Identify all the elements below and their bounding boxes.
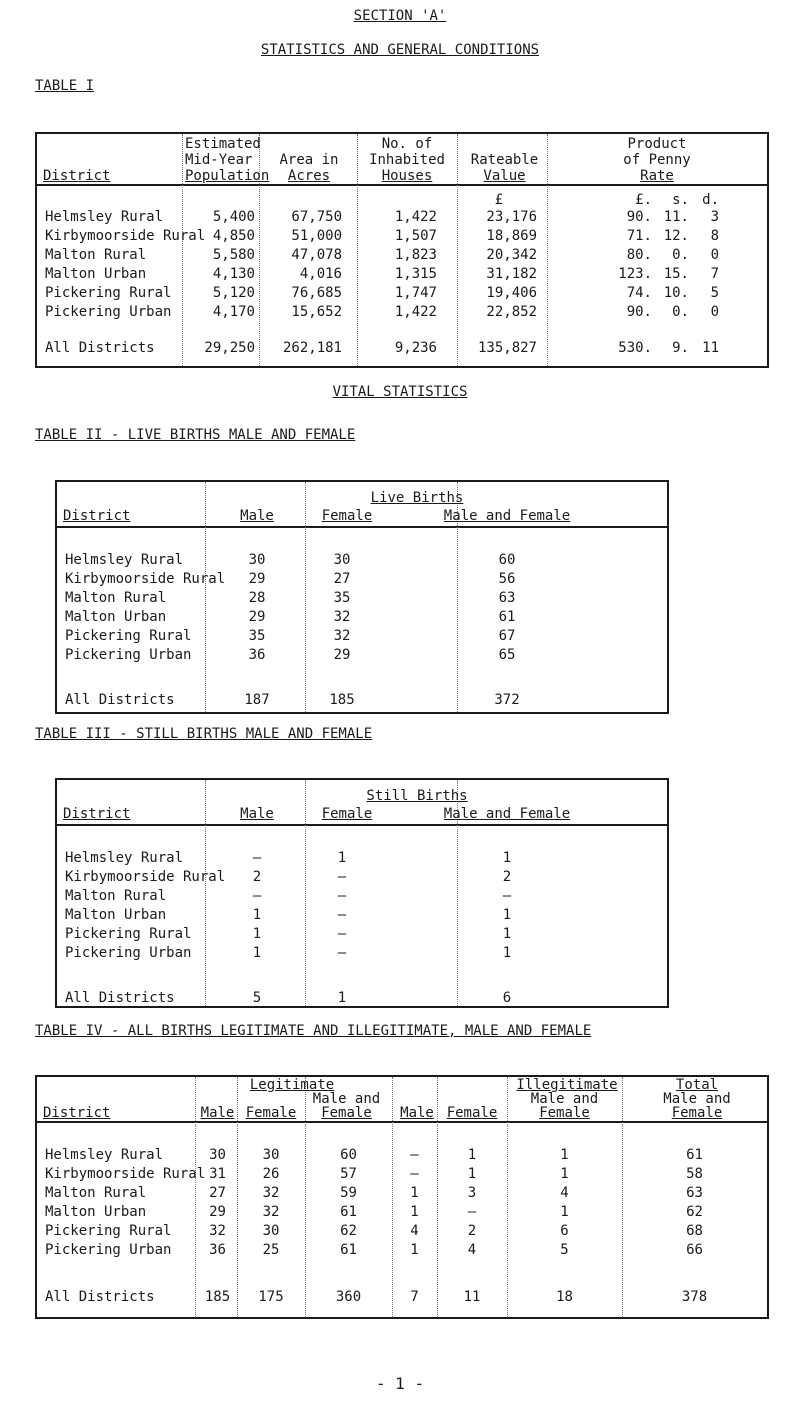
total-row-population: 29,250 xyxy=(204,340,255,356)
table-row-female: 1 xyxy=(337,850,347,866)
table-row-district: Malton Rural xyxy=(45,1185,147,1201)
col-header-population: Population xyxy=(185,168,270,184)
table-row-houses: 1,422 xyxy=(394,209,437,225)
table-row-female: 35 xyxy=(333,590,351,606)
table-row-penny-shillings: 0. xyxy=(672,304,689,320)
table-row-population: 5,120 xyxy=(212,285,255,301)
table-row-male-and-female: 61 xyxy=(498,609,516,625)
table-row-rateable: 23,176 xyxy=(486,209,537,225)
col-header-male-and-female: Male and Female xyxy=(443,806,571,822)
table-row-illegit-female: 3 xyxy=(467,1185,477,1201)
table-row-female: – xyxy=(337,926,347,942)
table-row-district: Pickering Rural xyxy=(45,285,172,301)
total-row-legit-female: 175 xyxy=(258,1289,284,1305)
total-row-male: 187 xyxy=(244,692,270,708)
table-row-population: 5,580 xyxy=(212,247,255,263)
table-row-district: Pickering Urban xyxy=(65,945,192,961)
total-row-district: All Districts xyxy=(65,692,175,708)
table-row-penny-pence: 8 xyxy=(710,228,719,244)
table-row-male: 35 xyxy=(248,628,266,644)
table-row-female: 32 xyxy=(333,628,351,644)
table-row-legit-male: 31 xyxy=(209,1166,226,1182)
table-row-penny-shillings: 10. xyxy=(663,285,689,301)
table-row-penny-pence: 7 xyxy=(710,266,719,282)
col-header-penny-rate: Product xyxy=(627,136,687,152)
total-row-district: All Districts xyxy=(65,990,175,1006)
col-header-female: Female xyxy=(321,508,373,524)
col-header-female: Female xyxy=(321,806,373,822)
table-row-male-and-female: 1 xyxy=(502,850,512,866)
table-row-district: Malton Rural xyxy=(65,590,167,606)
table-row-illegit-female: – xyxy=(467,1204,477,1220)
table-row-illegit-both: 1 xyxy=(560,1204,569,1220)
col-header-legit-both: Male and xyxy=(312,1091,381,1107)
total-row-male-and-female: 6 xyxy=(502,990,512,1006)
col-header-area: Acres xyxy=(287,168,331,184)
table-row-male-and-female: 65 xyxy=(498,647,516,663)
table-row-legit-male: 32 xyxy=(209,1223,226,1239)
col-header-male: Male xyxy=(240,508,274,524)
table-row-male: 1 xyxy=(252,926,262,942)
unit-pound: £. xyxy=(635,192,652,208)
column-divider xyxy=(205,780,206,1006)
col-header-area: Area in xyxy=(279,152,339,168)
total-row-penny-pounds: 530. xyxy=(618,340,652,356)
table-row-legit-female: 25 xyxy=(262,1242,280,1258)
table-row-male: 2 xyxy=(252,869,262,885)
table-row-penny-pounds: 71. xyxy=(626,228,652,244)
table-row-legit-female: 30 xyxy=(262,1223,280,1239)
table-row-penny-pence: 0 xyxy=(710,247,719,263)
table-row-illegit-male: 1 xyxy=(410,1185,419,1201)
table-row-penny-shillings: 11. xyxy=(663,209,689,225)
table-row-male-and-female: 67 xyxy=(498,628,516,644)
table-row-female: 27 xyxy=(333,571,351,587)
header-rule xyxy=(37,184,767,186)
total-row-rateable: 135,827 xyxy=(477,340,537,356)
table-row-legit-both: 57 xyxy=(340,1166,357,1182)
table-row-total: 58 xyxy=(686,1166,703,1182)
table-row-male: 1 xyxy=(252,945,262,961)
total-row-illegit-both: 18 xyxy=(556,1289,573,1305)
table-row-illegit-male: 1 xyxy=(410,1204,419,1220)
table-row-female: – xyxy=(337,888,347,904)
table-row-penny-pounds: 80. xyxy=(626,247,652,263)
table-row-penny-shillings: 0. xyxy=(672,247,689,263)
table-row-illegit-male: 4 xyxy=(410,1223,419,1239)
col-header-houses: Inhabited xyxy=(369,152,445,168)
table-row-illegit-both: 6 xyxy=(560,1223,569,1239)
table-row-illegit-female: 2 xyxy=(467,1223,477,1239)
table-row-illegit-female: 1 xyxy=(467,1166,477,1182)
col-header-penny-rate: Rate xyxy=(640,168,674,184)
vital-statistics-title: VITAL STATISTICS xyxy=(332,384,468,400)
table-row-district: Kirbymoorside Rural xyxy=(45,1166,206,1182)
table-row-area: 51,000 xyxy=(291,228,342,244)
table-row-legit-female: 32 xyxy=(262,1185,280,1201)
table-row-area: 47,078 xyxy=(291,247,342,263)
table-row-legit-female: 30 xyxy=(262,1147,280,1163)
col-header-total-both: Male and xyxy=(663,1091,731,1107)
table-row-illegit-male: – xyxy=(410,1147,419,1163)
table-row-penny-pence: 0 xyxy=(710,304,719,320)
table-row-male: – xyxy=(252,888,262,904)
table-row-male-and-female: 60 xyxy=(498,552,516,568)
table-row-area: 76,685 xyxy=(291,285,342,301)
total-row-total: 378 xyxy=(681,1289,708,1305)
table2-group-header: Live Births xyxy=(370,490,464,506)
col-header-illegit-male: Male xyxy=(400,1105,434,1121)
table-row-district: Malton Urban xyxy=(65,609,167,625)
table-row-total: 66 xyxy=(686,1242,703,1258)
table-row-population: 4,850 xyxy=(212,228,255,244)
col-header-illegit-female: Female xyxy=(446,1105,498,1121)
table-row-penny-pounds: 123. xyxy=(618,266,652,282)
table-row-total: 68 xyxy=(686,1223,703,1239)
table-row-district: Helmsley Rural xyxy=(45,209,164,225)
col-header-illegit-both: Male and xyxy=(530,1091,599,1107)
group-header-total: Total xyxy=(675,1077,719,1093)
group-header-illegitimate: Illegitimate xyxy=(516,1077,618,1093)
total-row-district: All Districts xyxy=(45,1289,155,1305)
total-row-female: 185 xyxy=(329,692,355,708)
table-row-male-and-female: 1 xyxy=(502,926,512,942)
table4 xyxy=(35,1075,769,1319)
table-row-district: Pickering Urban xyxy=(45,304,172,320)
table-row-district: Pickering Urban xyxy=(45,1242,172,1258)
table-row-district: Helmsley Rural xyxy=(45,1147,164,1163)
table-row-illegit-male: – xyxy=(410,1166,419,1182)
total-row-district: All Districts xyxy=(45,340,155,356)
table-row-district: Malton Urban xyxy=(45,266,147,282)
table-row-penny-pounds: 90. xyxy=(626,304,652,320)
total-row-penny-pence: 11 xyxy=(702,340,719,356)
table-row-legit-both: 60 xyxy=(340,1147,357,1163)
column-divider xyxy=(182,134,183,366)
table-row-district: Kirbymoorside Rural xyxy=(65,571,226,587)
table2-label: TABLE II - LIVE BIRTHS MALE AND FEMALE xyxy=(35,427,356,443)
table-row-male: – xyxy=(252,850,262,866)
total-row-male-and-female: 372 xyxy=(494,692,520,708)
unit-shilling: s. xyxy=(672,192,689,208)
total-row-female: 1 xyxy=(337,990,347,1006)
col-header-illegit-both: Female xyxy=(539,1105,590,1121)
table-row-penny-pence: 5 xyxy=(710,285,719,301)
table-row-female: – xyxy=(337,869,347,885)
table3-group-header: Still Births xyxy=(366,788,468,804)
table-row-rateable: 19,406 xyxy=(486,285,537,301)
table-row-population: 5,400 xyxy=(212,209,255,225)
table-row-female: 30 xyxy=(333,552,351,568)
col-header-legit-female: Female xyxy=(245,1105,297,1121)
table-row-male: 29 xyxy=(248,609,266,625)
table-row-illegit-both: 4 xyxy=(560,1185,569,1201)
col-header-district: District xyxy=(63,806,131,822)
table2 xyxy=(55,480,669,714)
table-row-houses: 1,422 xyxy=(394,304,437,320)
col-header-district: District xyxy=(63,508,131,524)
table-row-illegit-female: 1 xyxy=(467,1147,477,1163)
table-row-houses: 1,507 xyxy=(394,228,437,244)
table-row-houses: 1,823 xyxy=(394,247,437,263)
col-header-rateable: Value xyxy=(483,168,526,184)
table-row-male-and-female: 1 xyxy=(502,907,512,923)
table-row-female: – xyxy=(337,945,347,961)
table-row-district: Pickering Rural xyxy=(65,628,192,644)
table-row-male: 28 xyxy=(248,590,266,606)
col-header-population: Estimated xyxy=(185,136,261,152)
table-row-area: 15,652 xyxy=(291,304,342,320)
table1-label: TABLE I xyxy=(35,78,95,94)
total-row-area: 262,181 xyxy=(282,340,342,356)
table-row-male-and-female: 1 xyxy=(502,945,512,961)
col-header-male: Male xyxy=(240,806,274,822)
col-header-district: District xyxy=(43,1105,111,1121)
col-header-legit-both: Female xyxy=(321,1105,372,1121)
table-row-legit-male: 36 xyxy=(209,1242,226,1258)
table-row-houses: 1,315 xyxy=(394,266,437,282)
table3 xyxy=(55,778,669,1008)
table-row-male-and-female: 2 xyxy=(502,869,512,885)
table-row-female: 29 xyxy=(333,647,351,663)
table-row-female: 32 xyxy=(333,609,351,625)
table-row-district: Malton Rural xyxy=(65,888,167,904)
table-row-district: Helmsley Rural xyxy=(65,850,184,866)
table-row-legit-female: 26 xyxy=(262,1166,280,1182)
header-rule xyxy=(57,526,667,528)
section-title: SECTION 'A' xyxy=(353,8,447,24)
col-header-population: Mid-Year xyxy=(185,152,253,168)
table-row-legit-both: 62 xyxy=(340,1223,357,1239)
unit-pence: d. xyxy=(702,192,719,208)
table-row-district: Pickering Urban xyxy=(65,647,192,663)
col-header-male-and-female: Male and Female xyxy=(443,508,571,524)
total-row-legit-both: 360 xyxy=(335,1289,362,1305)
table-row-legit-male: 29 xyxy=(209,1204,226,1220)
table-row-penny-shillings: 12. xyxy=(663,228,689,244)
col-header-total-both: Female xyxy=(671,1105,723,1121)
total-row-illegit-male: 7 xyxy=(410,1289,419,1305)
table-row-rateable: 18,869 xyxy=(486,228,537,244)
total-row-legit-male: 185 xyxy=(204,1289,231,1305)
col-header-houses: Houses xyxy=(381,168,433,184)
table-row-houses: 1,747 xyxy=(394,285,437,301)
col-header-legit-male: Male xyxy=(200,1105,235,1121)
table-row-penny-pounds: 90. xyxy=(626,209,652,225)
table-row-legit-both: 59 xyxy=(340,1185,357,1201)
total-row-male: 5 xyxy=(252,990,262,1006)
table-row-rateable: 31,182 xyxy=(486,266,537,282)
table-row-illegit-both: 1 xyxy=(560,1147,569,1163)
page-subtitle: STATISTICS AND GENERAL CONDITIONS xyxy=(260,42,540,58)
table-row-population: 4,130 xyxy=(212,266,255,282)
table-row-rateable: 22,852 xyxy=(486,304,537,320)
page-number: - 1 - xyxy=(375,1374,425,1393)
table-row-district: Pickering Rural xyxy=(65,926,192,942)
table-row-illegit-female: 4 xyxy=(467,1242,477,1258)
table-row-district: Kirbymoorside Rural xyxy=(65,869,226,885)
col-header-penny-rate: of Penny xyxy=(623,152,691,168)
table-row-population: 4,170 xyxy=(212,304,255,320)
table3-label: TABLE III - STILL BIRTHS MALE AND FEMALE xyxy=(35,726,373,742)
table-row-penny-pounds: 74. xyxy=(626,285,652,301)
table1 xyxy=(35,132,769,368)
col-header-district: District xyxy=(43,168,111,184)
table-row-district: Pickering Rural xyxy=(45,1223,172,1239)
table-row-legit-female: 32 xyxy=(262,1204,280,1220)
table-row-male: 29 xyxy=(248,571,266,587)
total-row-penny-shillings: 9. xyxy=(672,340,689,356)
table-row-total: 61 xyxy=(686,1147,703,1163)
table4-label: TABLE IV - ALL BIRTHS LEGITIMATE AND ILLEGITIMATE, MALE AND FEMALE xyxy=(35,1023,592,1039)
table-row-legit-both: 61 xyxy=(340,1204,357,1220)
table-row-total: 63 xyxy=(686,1185,703,1201)
table-row-penny-pence: 3 xyxy=(710,209,719,225)
table-row-district: Malton Rural xyxy=(45,247,147,263)
table-row-area: 4,016 xyxy=(299,266,342,282)
table-row-legit-male: 30 xyxy=(209,1147,226,1163)
table-row-district: Helmsley Rural xyxy=(65,552,184,568)
table-row-district: Malton Urban xyxy=(45,1204,147,1220)
table-row-legit-both: 61 xyxy=(340,1242,357,1258)
table-row-male-and-female: 63 xyxy=(498,590,516,606)
header-rule xyxy=(57,824,667,826)
table-row-total: 62 xyxy=(686,1204,703,1220)
total-row-illegit-female: 11 xyxy=(463,1289,481,1305)
table-row-male-and-female: – xyxy=(502,888,512,904)
unit-pound: £ xyxy=(494,192,504,208)
table-row-illegit-both: 5 xyxy=(560,1242,569,1258)
table-row-male: 36 xyxy=(248,647,266,663)
group-header-legitimate: Legitimate xyxy=(249,1077,335,1093)
table-row-male-and-female: 56 xyxy=(498,571,516,587)
table-row-rateable: 20,342 xyxy=(486,247,537,263)
table-row-district: Kirbymoorside Rural xyxy=(45,228,206,244)
total-row-houses: 9,236 xyxy=(394,340,437,356)
table-row-male: 30 xyxy=(248,552,266,568)
table-row-legit-male: 27 xyxy=(209,1185,226,1201)
col-header-houses: No. of xyxy=(381,136,433,152)
table-row-illegit-both: 1 xyxy=(560,1166,569,1182)
table-row-male: 1 xyxy=(252,907,262,923)
table-row-penny-shillings: 15. xyxy=(663,266,689,282)
table-row-illegit-male: 1 xyxy=(410,1242,419,1258)
header-rule xyxy=(37,1121,767,1123)
table-row-district: Malton Urban xyxy=(65,907,167,923)
col-header-rateable: Rateable xyxy=(470,152,539,168)
table-row-female: – xyxy=(337,907,347,923)
table-row-area: 67,750 xyxy=(291,209,342,225)
column-divider xyxy=(205,482,206,712)
